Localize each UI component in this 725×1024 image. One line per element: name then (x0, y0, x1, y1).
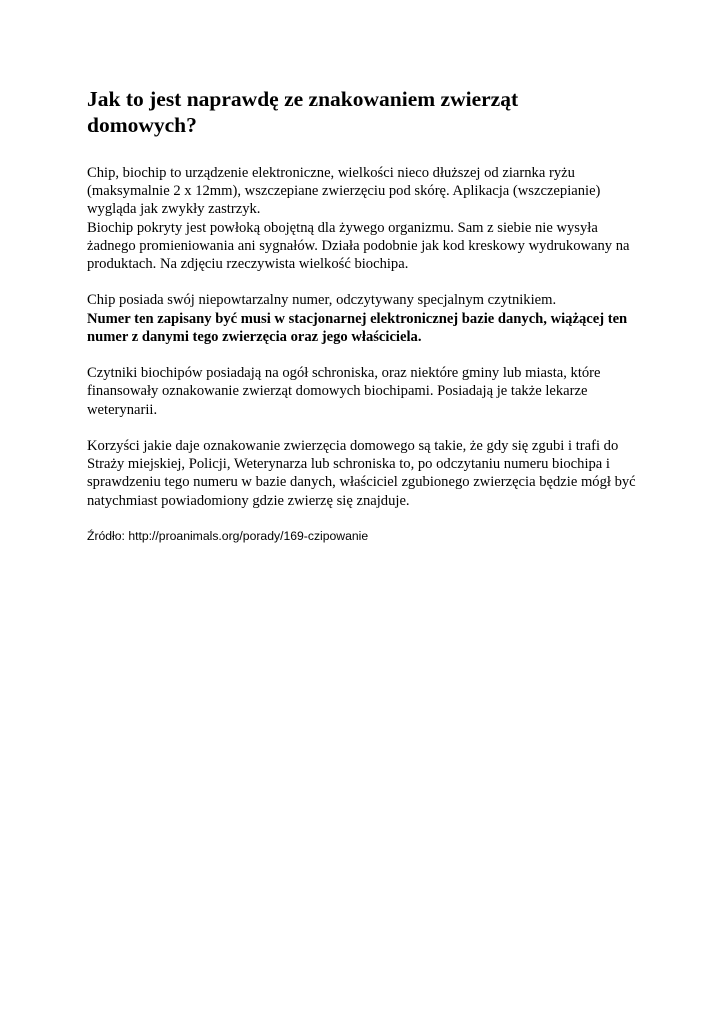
text-line: Straży miejskiej, Policji, Weterynarza lub schroniska to, po odczytaniu numeru biochipa i (87, 456, 610, 473)
text-line: Czytniki biochipów posiadają na ogół schroniska, oraz niektóre gminy lub miasta, które (87, 365, 601, 382)
text-line: sprawdzeniu tego numeru w bazie danych, właściciel zgubionego zwierzęcia będzie mógł być (87, 474, 636, 491)
source-citation: Źródło: http://proanimals.org/porady/169-czipowanie (87, 529, 369, 543)
paragraph-benefits (87, 437, 647, 510)
text-line: Chip posiada swój niepowtarzalny numer, odczytywany specjalnym czytnikiem. (87, 292, 557, 309)
bold-text-line: numer z danymi tego zwierzęcia oraz jego właściciela. (87, 328, 422, 345)
title-line: Jak to jest naprawdę ze znakowaniem zwierząt (87, 87, 519, 111)
text-line: weterynarii. (87, 401, 158, 418)
document-title (87, 86, 647, 138)
text-line: (maksymalnie 2 x 12mm), wszczepiane zwierzęciu pod skórę. Aplikacja (wszczepianie) (87, 183, 601, 200)
document-page (87, 86, 647, 544)
paragraph-readers (87, 364, 647, 419)
text-line: natychmiast powiadomiony gdzie zwierzę się znajduje. (87, 492, 410, 509)
text-line: finansowały oznakowanie zwierząt domowych biochipami. Posiadają je także lekarze (87, 383, 588, 400)
title-line: domowych? (87, 113, 197, 137)
text-line: Chip, biochip to urządzenie elektroniczne, wielkości nieco dłuższej od ziarnka ryżu (87, 165, 575, 181)
bold-text-line: Numer ten zapisany być musi w stacjonarnej elektronicznej bazie danych, wiążącej ten (87, 310, 628, 327)
text-line: Korzyści jakie daje oznakowanie zwierzęcia domowego są takie, że gdy się zgubi i trafi do (87, 438, 619, 454)
text-line: żadnego promieniowania ani sygnałów. Działa podobnie jak kod kreskowy wydrukowany na (87, 237, 630, 254)
text-line: wygląda jak zwykły zastrzyk. (87, 201, 261, 218)
paragraph-chip-number (87, 291, 647, 346)
text-line: produktach. Na zdjęciu rzeczywista wielkość biochipa. (87, 256, 409, 273)
text-line: Biochip pokryty jest powłoką obojętną dla żywego organizmu. Sam z siebie nie wysyła (87, 219, 598, 236)
paragraph-biochip-description (87, 164, 647, 273)
